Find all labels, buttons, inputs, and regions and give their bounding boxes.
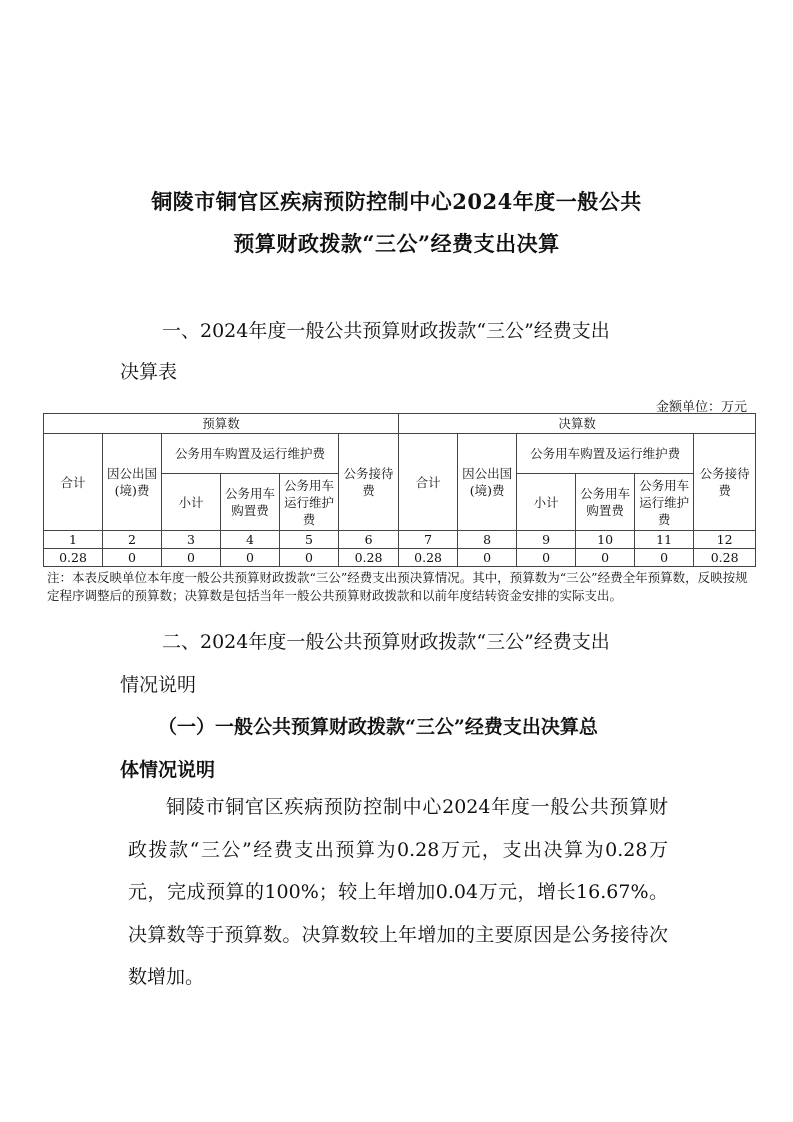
index-row: [44, 531, 756, 549]
header-reception: 公务接待费: [339, 434, 399, 531]
index-cell: 7: [399, 531, 458, 549]
header-vehicle: 公务用车购置及运行维护费: [162, 434, 339, 474]
subsection1-heading-line1: （一）一般公共预算财政拨款“三公”经费支出决算总: [158, 716, 598, 738]
index-cell: 2: [103, 531, 162, 549]
header-final: 决算数: [399, 414, 756, 434]
document-title-line2: 预算财政拨款“三公”经费支出决算: [233, 231, 560, 256]
value-cell: 0: [517, 549, 576, 567]
section1-heading-line1: 一、2024年度一般公共预算财政拨款“三公”经费支出: [162, 320, 610, 342]
header-abroad: 因公出国(境)费: [103, 434, 162, 531]
section2-heading-line2: 情况说明: [120, 674, 197, 696]
value-cell: 0: [635, 549, 694, 567]
header-total: 合计: [399, 434, 458, 531]
value-cell: 0: [221, 549, 280, 567]
header-vehicle: 公务用车购置及运行维护费: [517, 434, 694, 474]
index-cell: 6: [339, 531, 399, 549]
subsection1-heading-line2: 体情况说明: [120, 759, 216, 781]
value-cell: 0.28: [694, 549, 756, 567]
header-vehicle-operation: 公务用车运行维护费: [280, 474, 339, 531]
header-vehicle-purchase: 公务用车购置费: [576, 474, 635, 531]
value-cell: 0: [162, 549, 221, 567]
value-cell: 0: [576, 549, 635, 567]
header-budget: 预算数: [44, 414, 399, 434]
value-cell: 0: [103, 549, 162, 567]
section1-heading-line2: 决算表: [120, 361, 178, 383]
section2-heading-line1: 二、2024年度一般公共预算财政拨款“三公”经费支出: [162, 631, 610, 653]
header-subtotal: 小计: [162, 474, 221, 531]
header-subtotal: 小计: [517, 474, 576, 531]
index-cell: 4: [221, 531, 280, 549]
header-total: 合计: [44, 434, 103, 531]
index-cell: 8: [458, 531, 517, 549]
value-cell: 0: [458, 549, 517, 567]
document-title-line1: 铜陵市铜官区疾病预防控制中心2024年度一般公共: [151, 189, 642, 214]
header-vehicle-purchase: 公务用车购置费: [221, 474, 280, 531]
index-cell: 11: [635, 531, 694, 549]
table-note: 注：本表反映单位本年度一般公共预算财政拨款“三公”经费支出预决算情况。其中，预算数为“三公”经费全年预算数，反映按规定程序调整后的预算数；决算数是包括当年一般公共预算财政拨款和以前年度结转资金安排的实际支出。: [47, 570, 748, 603]
header-reception: 公务接待费: [694, 434, 756, 531]
three-public-expenses-table: [43, 413, 756, 567]
explanation-paragraph: 铜陵市铜官区疾病预防控制中心2024年度一般公共预算财政拨款“三公”经费支出预算为0.28万元，支出决算为0.28万元，完成预算的100%；较上年增加0.04万元，增长16.67%。决算数等于预算数。决算数较上年增加的主要原因是公务接待次数增加。: [128, 796, 668, 988]
index-cell: 9: [517, 531, 576, 549]
index-cell: 1: [44, 531, 103, 549]
header-vehicle-operation: 公务用车运行维护费: [635, 474, 694, 531]
value-cell: 0.28: [339, 549, 399, 567]
amount-unit-label: 金额单位：万元: [655, 400, 747, 415]
index-cell: 10: [576, 531, 635, 549]
index-cell: 3: [162, 531, 221, 549]
index-cell: 12: [694, 531, 756, 549]
index-cell: 5: [280, 531, 339, 549]
value-cell: 0.28: [399, 549, 458, 567]
value-row: [44, 549, 756, 567]
value-cell: 0.28: [44, 549, 103, 567]
value-cell: 0: [280, 549, 339, 567]
header-abroad: 因公出国(境)费: [458, 434, 517, 531]
